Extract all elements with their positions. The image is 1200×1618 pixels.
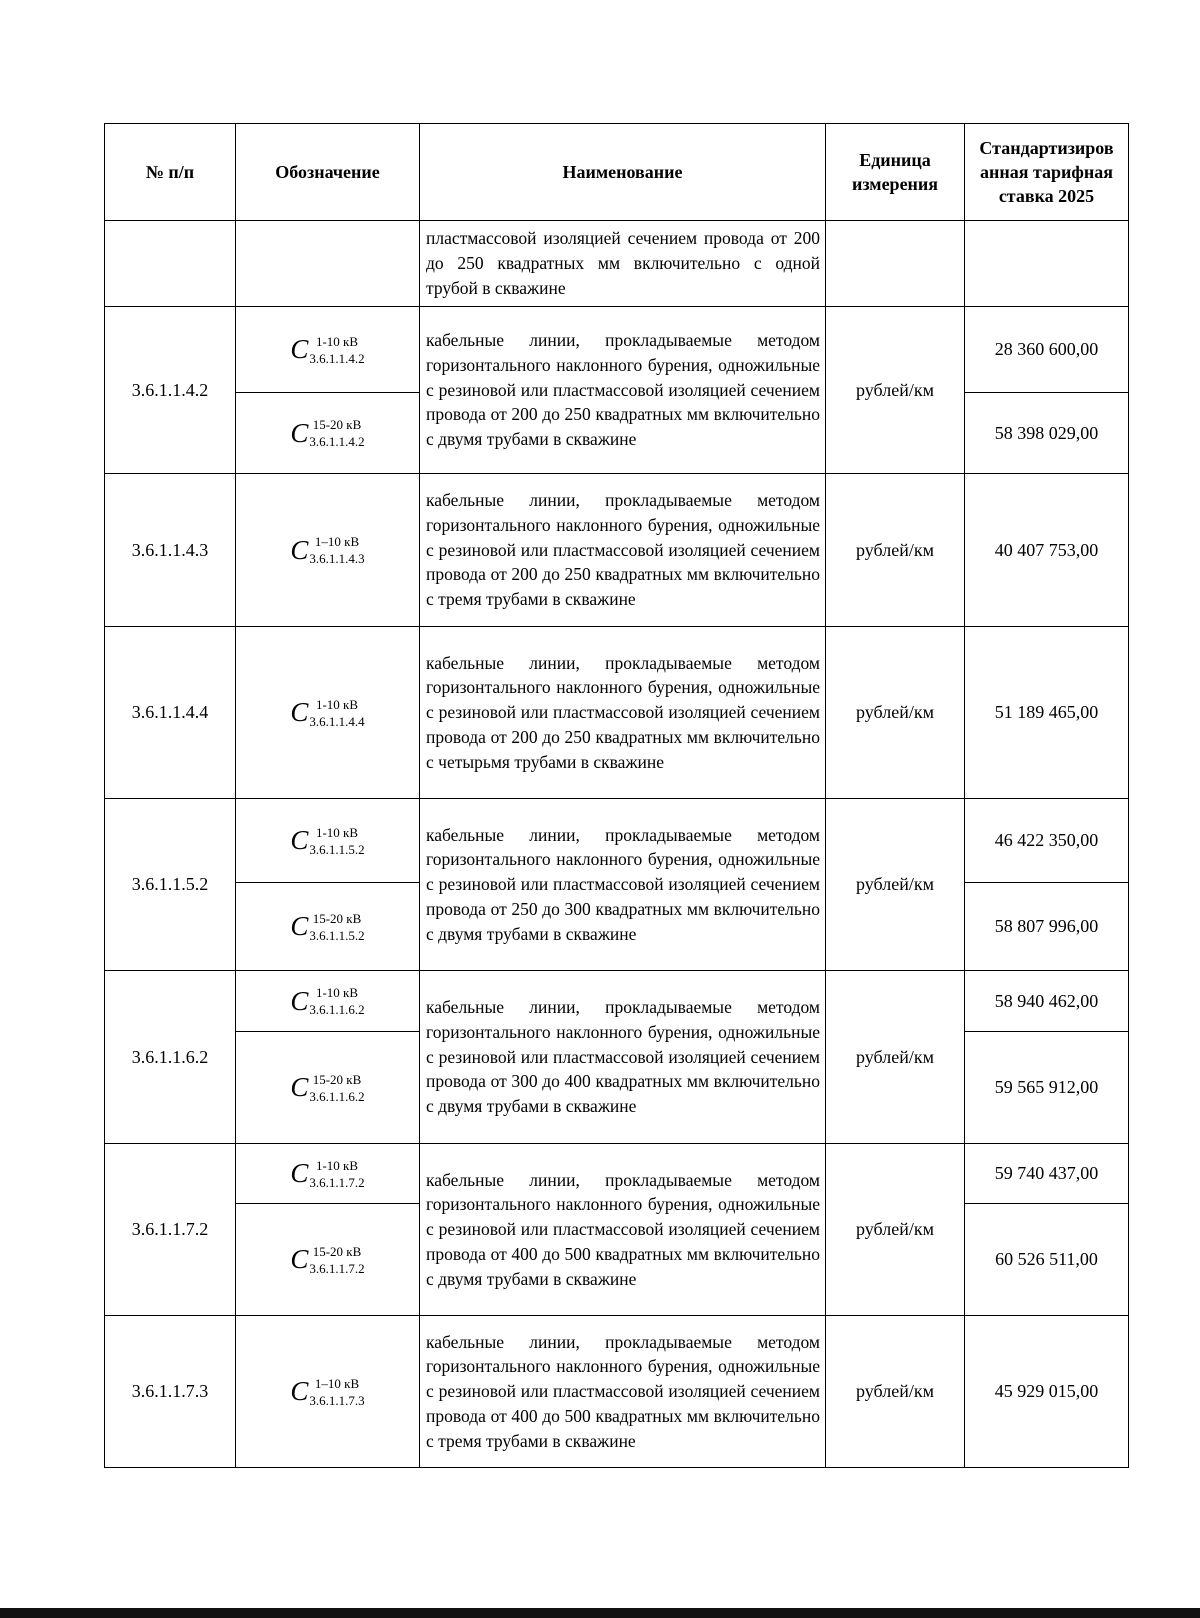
unit-cell: рублей/км xyxy=(826,307,965,474)
voltage-superscript: 15-20 кВ xyxy=(312,1071,362,1087)
designation-cell xyxy=(236,393,420,474)
item-subscript: 3.6.1.1.7.2 xyxy=(309,1260,365,1276)
rate-symbol xyxy=(290,1157,365,1190)
rate-symbol xyxy=(290,696,365,729)
header-unit: Единица измерения xyxy=(826,124,965,221)
rate-symbol-letter: C xyxy=(290,911,309,941)
table-row xyxy=(105,1316,1129,1468)
rate-symbol xyxy=(290,333,365,366)
row-number: 3.6.1.1.6.2 xyxy=(105,971,236,1144)
item-subscript: 3.6.1.1.4.4 xyxy=(309,713,365,729)
row-number: 3.6.1.1.5.2 xyxy=(105,799,236,971)
item-subscript: 3.6.1.1.7.2 xyxy=(309,1174,365,1190)
rate-symbol-letter: C xyxy=(290,697,309,727)
row-number: 3.6.1.1.4.3 xyxy=(105,474,236,627)
continuation-code-cell xyxy=(236,221,420,307)
rate-value: 60 526 511,00 xyxy=(965,1204,1129,1316)
continuation-rate-cell xyxy=(965,221,1129,307)
item-name: кабельные линии, прокладываемые методом горизонтального наклонного бурения, одножильные с резиновой или пластмассовой изоляцией сечением провода от 400 до 500 квадратных мм включительно с тремя трубами в скважине xyxy=(420,1316,826,1468)
rate-symbol-letter: C xyxy=(290,534,309,565)
voltage-superscript: 1–10 кВ xyxy=(314,534,360,549)
table-row xyxy=(105,307,1129,393)
rate-symbol-letter: C xyxy=(290,1376,309,1406)
rate-value: 45 929 015,00 xyxy=(965,1316,1129,1468)
scan-bottom-edge xyxy=(0,1608,1200,1618)
designation-cell xyxy=(236,307,420,393)
unit-cell: рублей/км xyxy=(826,627,965,799)
rate-symbol-letter: C xyxy=(290,1072,309,1102)
voltage-superscript: 1-10 кВ xyxy=(315,1157,359,1173)
voltage-superscript: 1-10 кВ xyxy=(315,696,359,712)
table-row xyxy=(105,474,1129,627)
designation-cell xyxy=(236,1204,420,1316)
item-subscript: 3.6.1.1.5.2 xyxy=(309,841,365,857)
item-subscript: 3.6.1.1.5.2 xyxy=(309,927,365,943)
voltage-superscript: 15-20 кВ xyxy=(312,1243,362,1259)
rate-symbol xyxy=(290,1071,365,1104)
designation-cell xyxy=(236,1316,420,1468)
item-name: кабельные линии, прокладываемые методом горизонтального наклонного бурения, одножильные с резиновой или пластмассовой изоляцией сечением провода от 200 до 250 квадратных мм включительно с тремя трубами в скважине xyxy=(420,474,826,627)
rate-value: 58 940 462,00 xyxy=(965,971,1129,1032)
row-number: 3.6.1.1.4.2 xyxy=(105,307,236,474)
voltage-superscript: 1-10 кВ xyxy=(315,985,359,1000)
voltage-superscript: 1-10 кВ xyxy=(315,333,359,349)
voltage-superscript: 1-10 кВ xyxy=(315,824,359,840)
header-row xyxy=(105,124,1129,221)
rate-symbol-letter: C xyxy=(290,417,309,448)
unit-cell: рублей/км xyxy=(826,799,965,971)
rate-value: 58 398 029,00 xyxy=(965,393,1129,474)
unit-cell: рублей/км xyxy=(826,474,965,627)
table-row-continuation xyxy=(105,221,1129,307)
item-name: кабельные линии, прокладываемые методом горизонтального наклонного бурения, одножильные с резиновой или пластмассовой изоляцией сечением провода от 200 до 250 квадратных мм включительно с двумя трубами в скважине xyxy=(420,307,826,474)
unit-cell: рублей/км xyxy=(826,1316,965,1468)
item-subscript: 3.6.1.1.4.2 xyxy=(309,434,365,449)
item-subscript: 3.6.1.1.4.2 xyxy=(309,350,365,366)
row-number: 3.6.1.1.4.4 xyxy=(105,627,236,799)
rate-value: 51 189 465,00 xyxy=(965,627,1129,799)
continuation-unit-cell xyxy=(826,221,965,307)
rate-symbol-letter: C xyxy=(290,334,309,364)
rate-symbol xyxy=(290,534,365,566)
header-designation: Обозначение xyxy=(236,124,420,221)
item-name: кабельные линии, прокладываемые методом горизонтального наклонного бурения, одножильные с резиновой или пластмассовой изоляцией сечением провода от 250 до 300 квадратных мм включительно с двумя трубами в скважине xyxy=(420,799,826,971)
rate-symbol xyxy=(290,1243,365,1276)
rate-symbol-letter: C xyxy=(290,1244,309,1274)
header-number: № п/п xyxy=(105,124,236,221)
designation-cell xyxy=(236,883,420,971)
table-row xyxy=(105,971,1129,1032)
voltage-superscript: 15-20 кВ xyxy=(312,910,362,926)
designation-cell xyxy=(236,971,420,1032)
rate-value: 40 407 753,00 xyxy=(965,474,1129,627)
row-number: 3.6.1.1.7.2 xyxy=(105,1144,236,1316)
item-subscript: 3.6.1.1.7.3 xyxy=(309,1392,365,1408)
header-rate: Стандартизиров анная тарифная ставка 2025 xyxy=(965,124,1129,221)
unit-cell: рублей/км xyxy=(826,971,965,1144)
item-name: кабельные линии, прокладываемые методом горизонтального наклонного бурения, одножильные с резиновой или пластмассовой изоляцией сечением провода от 400 до 500 квадратных мм включительно с двумя трубами в скважине xyxy=(420,1144,826,1316)
rate-value: 46 422 350,00 xyxy=(965,799,1129,883)
unit-cell: рублей/км xyxy=(826,1144,965,1316)
table-row xyxy=(105,1144,1129,1204)
voltage-superscript: 15-20 кВ xyxy=(312,417,362,432)
rate-value: 58 807 996,00 xyxy=(965,883,1129,971)
rate-symbol xyxy=(290,1375,365,1408)
rate-value: 28 360 600,00 xyxy=(965,307,1129,393)
item-subscript: 3.6.1.1.4.3 xyxy=(309,551,365,566)
rate-symbol-letter: C xyxy=(290,985,309,1016)
rate-symbol xyxy=(290,985,365,1017)
header-name: Наименование xyxy=(420,124,826,221)
rate-value: 59 565 912,00 xyxy=(965,1032,1129,1144)
voltage-superscript: 1–10 кВ xyxy=(314,1375,360,1391)
designation-cell xyxy=(236,627,420,799)
rate-value: 59 740 437,00 xyxy=(965,1144,1129,1204)
row-number: 3.6.1.1.7.3 xyxy=(105,1316,236,1468)
continuation-number-cell xyxy=(105,221,236,307)
designation-cell xyxy=(236,799,420,883)
table-row xyxy=(105,627,1129,799)
rate-symbol-letter: C xyxy=(290,1158,309,1188)
item-subscript: 3.6.1.1.6.2 xyxy=(309,1002,365,1017)
rate-symbol xyxy=(290,824,365,857)
tariff-table xyxy=(104,123,1129,1468)
designation-cell xyxy=(236,474,420,627)
designation-cell xyxy=(236,1032,420,1144)
rate-symbol-letter: C xyxy=(290,825,309,855)
item-name: кабельные линии, прокладываемые методом горизонтального наклонного бурения, одножильные с резиновой или пластмассовой изоляцией сечением провода от 300 до 400 квадратных мм включительно с двумя трубами в скважине xyxy=(420,971,826,1144)
rate-symbol xyxy=(290,910,365,943)
continuation-name: пластмассовой изоляцией сечением провода от 200 до 250 квадратных мм включительно с одной трубой в скважине xyxy=(420,221,826,307)
table-row xyxy=(105,799,1129,883)
table-body xyxy=(105,221,1129,1468)
designation-cell xyxy=(236,1144,420,1204)
rate-symbol xyxy=(290,417,365,449)
item-name: кабельные линии, прокладываемые методом горизонтального наклонного бурения, одножильные с резиновой или пластмассовой изоляцией сечением провода от 200 до 250 квадратных мм включительно с четырьмя трубами в скважине xyxy=(420,627,826,799)
item-subscript: 3.6.1.1.6.2 xyxy=(309,1088,365,1104)
